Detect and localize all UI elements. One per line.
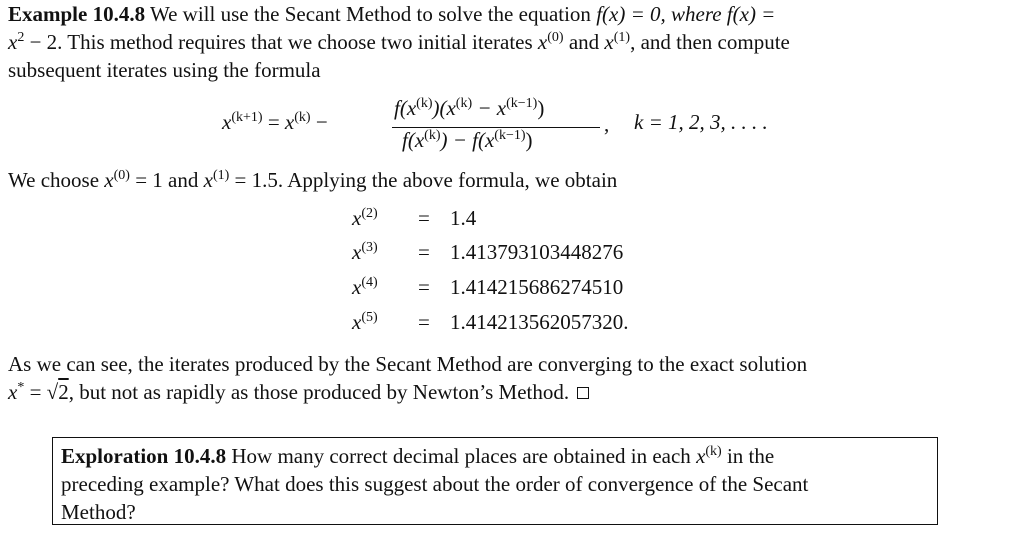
num-d: ) — [537, 96, 545, 120]
iterate-row — [8, 206, 1008, 240]
exploration-line1-b: in the — [726, 444, 775, 468]
exploration-line-2: preceding example? What does this suggest about the order of convergence of the Secant — [61, 472, 809, 496]
example-line2-end: , and then compute — [630, 30, 790, 54]
iterate-0-base: x — [537, 30, 548, 54]
den-b: ) − f(x — [440, 128, 495, 152]
fraction-denominator — [402, 128, 533, 153]
num-c: − x — [477, 96, 507, 120]
choose-c: = 1.5. Applying the above formula, we obtain — [234, 168, 618, 192]
num-sup2: (k) — [455, 96, 473, 111]
iterate-row — [8, 275, 1008, 309]
example-line-3 — [8, 56, 321, 84]
choose-x0: x — [104, 168, 114, 192]
secant-formula — [8, 94, 1008, 156]
fraction-numerator — [394, 96, 544, 121]
choose-x1-sup: (1) — [212, 168, 230, 183]
xstar-equals: = — [29, 380, 42, 404]
iterate-base: x — [352, 240, 362, 264]
iterate-equals: = — [418, 275, 430, 299]
iterate-sup: (5) — [361, 310, 378, 325]
iterate-sup: (2) — [361, 206, 378, 221]
sqrt-expression — [47, 380, 69, 404]
formula-lhs-base: x — [222, 110, 232, 134]
example-line-2 — [8, 28, 790, 56]
iterate-value: 1.414213562057320. — [450, 310, 629, 334]
exploration-box — [52, 437, 938, 525]
exploration-xk-base: x — [696, 444, 706, 468]
xstar-base: x — [8, 380, 18, 404]
den-c: ) — [525, 128, 533, 152]
formula-rhs-base: x — [284, 110, 295, 134]
choose-a: We choose — [8, 168, 100, 192]
sqrt-argument: 2 — [58, 380, 69, 404]
iterate-1-sup: (1) — [613, 30, 631, 45]
example-line1-text: We will use the Secant Method to solve the equation — [149, 2, 591, 26]
choose-x0-sup: (0) — [113, 168, 130, 183]
iterate-sup: (4) — [361, 275, 378, 290]
formula-equals: = — [267, 110, 280, 134]
num-b: )(x — [432, 96, 456, 120]
num-a: f(x — [394, 96, 417, 120]
exploration-line-3: Method? — [61, 500, 136, 524]
example-line2-and: and — [568, 30, 600, 54]
conclusion-line-1 — [8, 350, 807, 378]
iterate-1-base: x — [604, 30, 614, 54]
iterate-row — [8, 240, 1008, 274]
exploration-label: Exploration 10.4.8 — [61, 444, 227, 468]
example-line1-eq: f(x) = 0, where f(x) = — [596, 2, 776, 26]
den-sup2: (k−1) — [494, 128, 526, 143]
iterate-value: 1.413793103448276 — [450, 240, 624, 264]
num-sup3: (k−1) — [506, 96, 538, 111]
xstar-star: * — [17, 380, 25, 395]
iterate-base: x — [352, 206, 362, 230]
exploration-line1-a: How many correct decimal places are obtained in each — [231, 444, 691, 468]
iterate-base: x — [352, 310, 362, 334]
formula-lhs — [222, 110, 328, 135]
x-squared-base: x — [8, 30, 18, 54]
formula-minus: − — [315, 110, 328, 134]
choose-line — [8, 166, 617, 194]
example-label: Example 10.4.8 — [8, 2, 146, 26]
iterate-0-sup: (0) — [547, 30, 564, 45]
iterate-value: 1.4 — [450, 206, 477, 230]
sqrt-symbol: √ — [46, 380, 59, 404]
iterate-sup: (3) — [361, 240, 378, 255]
iterate-equals: = — [418, 240, 430, 264]
iterate-equals: = — [418, 206, 430, 230]
exploration-line-1 — [61, 442, 929, 470]
choose-x1: x — [203, 168, 213, 192]
example-line-1 — [8, 0, 775, 28]
iterate-row — [8, 310, 1008, 344]
formula-lhs-sup: (k+1) — [231, 110, 263, 125]
formula-rhs-sup: (k) — [294, 110, 311, 125]
choose-b: = 1 and — [135, 168, 199, 192]
conclusion-line-2 — [8, 378, 589, 406]
formula-k-range: k = 1, 2, 3, . . . . — [634, 110, 768, 134]
example-line3-text: subsequent iterates using the formula — [8, 58, 321, 82]
den-a: f(x — [402, 128, 425, 152]
iterate-value: 1.414215686274510 — [450, 275, 624, 299]
formula-comma: , — [604, 112, 610, 136]
conclusion-line1-text: As we can see, the iterates produced by the Secant Method are converging to the exact solution — [8, 352, 808, 376]
den-sup1: (k) — [424, 128, 441, 143]
x-squared-exp: 2 — [17, 30, 25, 45]
iterate-equals: = — [418, 310, 430, 334]
num-sup1: (k) — [416, 96, 433, 111]
qed-box-icon — [577, 387, 589, 399]
conclusion-line2-text: , but not as rapidly as those produced by Newton’s Method. — [68, 380, 570, 404]
exploration-xk-sup: (k) — [705, 444, 722, 459]
iterate-base: x — [352, 275, 362, 299]
example-line2-text: − 2. This method requires that we choose two initial iterates — [29, 30, 533, 54]
